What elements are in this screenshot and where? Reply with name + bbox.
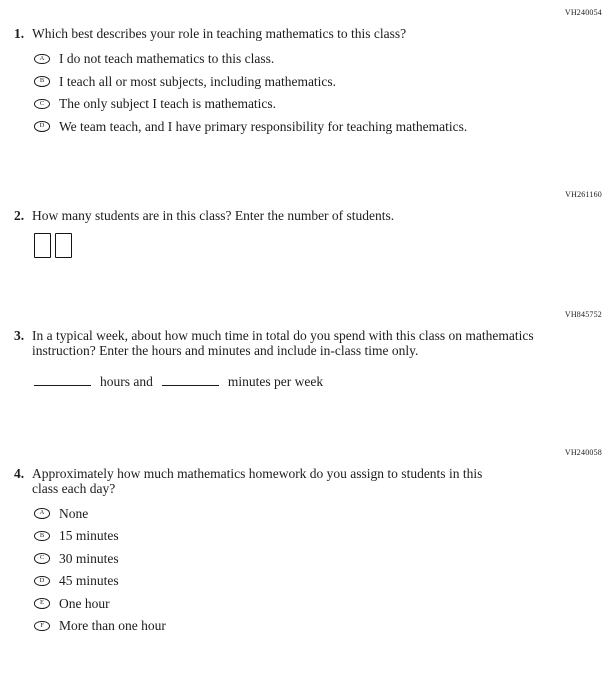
item-code-row	[0, 190, 612, 200]
answer-oval-icon[interactable]: B	[34, 531, 50, 542]
question-2-block	[0, 190, 612, 258]
option-label: 30 minutes	[59, 550, 119, 566]
question-1-block	[0, 8, 612, 134]
option-label: More than one hour	[59, 618, 166, 633]
question-1	[14, 26, 612, 42]
question-number: 3.	[14, 327, 25, 343]
question-text: Approximately how much mathematics homework do you assign to students in this class each day?	[32, 465, 483, 496]
answer-option[interactable]	[34, 574, 612, 588]
answer-oval-icon[interactable]: C	[34, 553, 50, 564]
question-3	[14, 328, 612, 359]
hours-label: hours and	[100, 373, 153, 389]
question-text: How many students are in this class? Enter the number of students.	[32, 207, 395, 223]
question-1-options	[34, 52, 612, 134]
question-number: 1.	[14, 26, 25, 41]
digit-box-ones[interactable]	[55, 233, 72, 258]
answer-option[interactable]	[34, 120, 612, 134]
answer-option[interactable]	[34, 507, 612, 521]
hours-blank-field[interactable]	[34, 373, 91, 386]
answer-oval-icon[interactable]: E	[34, 598, 50, 609]
item-code: VH845752	[564, 309, 602, 319]
item-code: VH240058	[564, 447, 602, 457]
option-label: 15 minutes	[59, 528, 119, 543]
answer-option[interactable]	[34, 52, 612, 66]
time-entry-row	[34, 373, 612, 390]
question-4-block	[0, 448, 612, 634]
answer-oval-icon[interactable]: D	[34, 576, 50, 587]
item-code-row	[0, 8, 612, 18]
answer-option[interactable]	[34, 597, 612, 611]
answer-option[interactable]	[34, 97, 612, 111]
answer-oval-icon[interactable]: D	[34, 121, 50, 132]
item-code: VH261160	[565, 189, 602, 199]
option-label: I teach all or most subjects, including mathematics.	[59, 73, 337, 89]
question-4-options	[34, 507, 612, 634]
answer-option[interactable]	[34, 529, 612, 543]
item-code-row	[0, 448, 612, 458]
question-3-block	[0, 310, 612, 390]
option-label: I do not teach mathematics to this class.	[59, 51, 275, 66]
question-2	[14, 208, 612, 224]
option-label: We team teach, and I have primary responsibility for teaching mathematics.	[59, 118, 468, 134]
answer-oval-icon[interactable]: A	[34, 508, 50, 519]
question-number: 4.	[14, 465, 25, 481]
question-number: 2.	[14, 207, 25, 223]
answer-oval-icon[interactable]: C	[34, 99, 50, 110]
item-code: VH240054	[564, 8, 602, 17]
student-count-entry	[34, 233, 612, 258]
answer-option[interactable]	[34, 619, 612, 633]
answer-option[interactable]	[34, 75, 612, 89]
option-label: 45 minutes	[59, 573, 119, 588]
answer-oval-icon[interactable]: A	[34, 54, 50, 65]
item-code-row	[0, 310, 612, 320]
question-text: Which best describes your role in teaching mathematics to this class?	[32, 26, 407, 41]
answer-option[interactable]	[34, 552, 612, 566]
answer-oval-icon[interactable]: F	[34, 621, 50, 632]
answer-oval-icon[interactable]: B	[34, 76, 50, 87]
minutes-blank-field[interactable]	[162, 373, 219, 386]
option-label: The only subject I teach is mathematics.	[59, 96, 277, 111]
option-label: One hour	[59, 595, 110, 611]
question-4	[14, 466, 612, 497]
minutes-label: minutes per week	[227, 373, 324, 389]
digit-box-tens[interactable]	[34, 233, 51, 258]
question-text: In a typical week, about how much time in total do you spend with this class on mathematics instruction? Enter the hours and minutes and include in-class time only.	[32, 327, 534, 358]
option-label: None	[59, 505, 89, 521]
